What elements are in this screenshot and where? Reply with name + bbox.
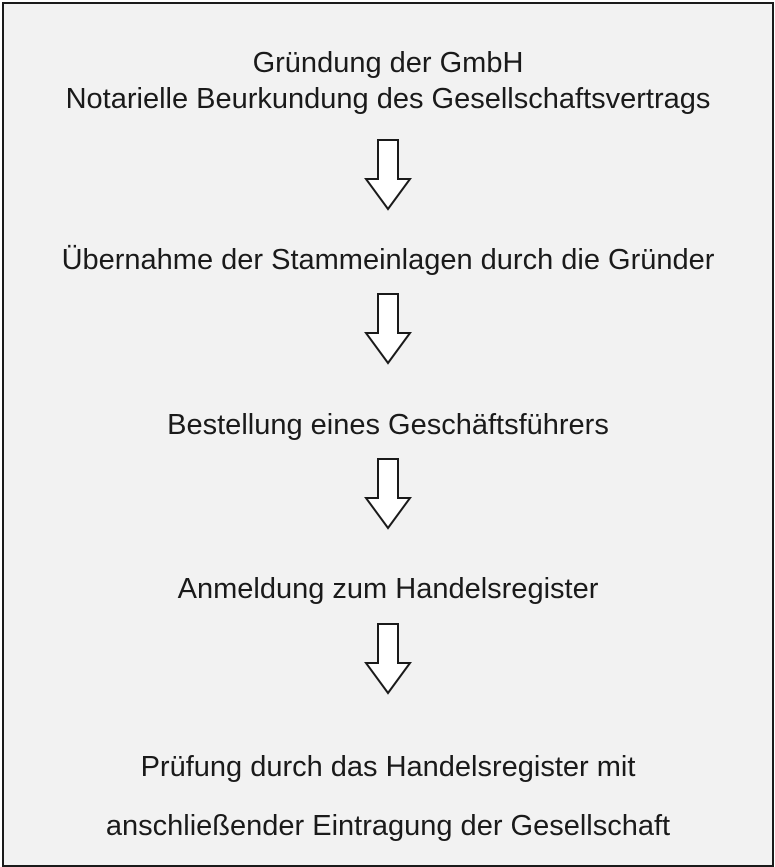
step-founding-title: Gründung der GmbH xyxy=(252,47,524,79)
down-arrow-icon xyxy=(364,139,412,211)
step-founding xyxy=(4,45,772,118)
step-appoint-director xyxy=(4,407,772,443)
step-registration-review-line-1: Prüfung durch das Handelsregister mit xyxy=(140,751,636,783)
step-registration-review xyxy=(4,738,772,857)
step-registration-review-line-2: anschließender Eintragung der Gesellschaft xyxy=(105,810,671,843)
down-arrow-icon xyxy=(364,623,412,695)
down-arrow-icon xyxy=(364,458,412,530)
step-founding-subtitle: Notarielle Beurkundung des Gesellschaftsvertrags xyxy=(65,83,711,116)
process-diagram xyxy=(2,2,774,867)
step-register-application-label: Anmeldung zum Handelsregister xyxy=(177,573,599,605)
step-appoint-director-label: Bestellung eines Geschäftsführers xyxy=(167,409,609,441)
step-capital-contribution xyxy=(4,242,772,278)
step-register-application xyxy=(4,571,772,607)
down-arrow-icon xyxy=(364,293,412,365)
step-capital-contribution-label: Übernahme der Stammeinlagen durch die Gründer xyxy=(61,244,715,276)
